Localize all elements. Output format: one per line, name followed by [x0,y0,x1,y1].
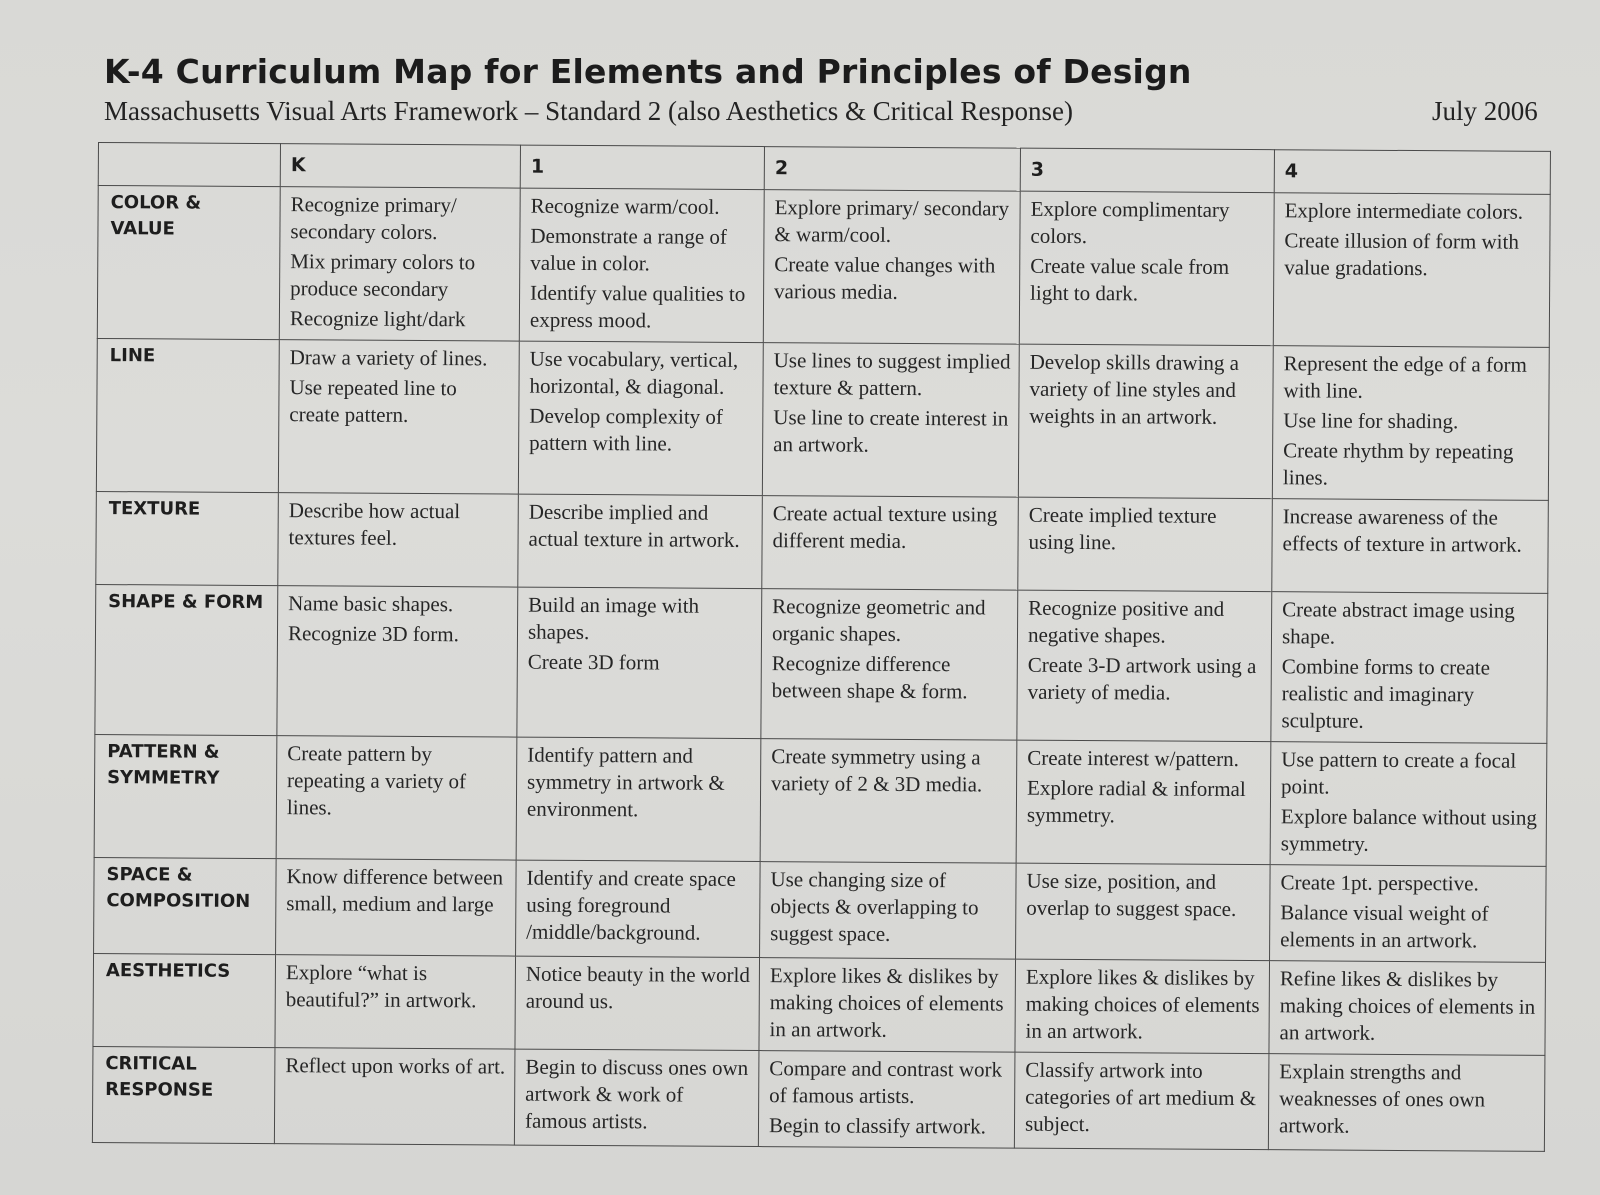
cell-objective: Describe how actual textures feel. [288,498,461,550]
cell-objective: Identify pattern and symmetry in artwork & environment. [526,742,725,822]
cell-objective: Use changing size of objects & overlapping to suggest space. [770,867,979,946]
table-cell [1016,863,1271,961]
cell-objective: Create 1pt. perspective. [1280,870,1479,896]
table-row [95,584,1548,743]
table-cell [760,739,1017,864]
cell-objective: Explore balance without using symmetry. [1280,804,1538,856]
cell-objective: Create interest w/pattern. [1027,745,1239,771]
cell-objective: Recognize 3D form. [287,621,459,647]
document-date: July 2006 [1432,96,1538,126]
cell-objective: Create value scale from light to dark. [1030,253,1230,306]
cell-objective: Identify and create space using foreground /middle/background. [526,865,736,945]
table-cell [277,586,518,737]
cell-objective: Develop skills drawing a variety of line styles and weights in an artwork. [1029,349,1240,429]
row-header-cell: LINE [96,338,279,492]
cell-objective: Recognize warm/cool. [530,193,720,219]
table-cell [518,341,763,495]
cell-objective: Name basic shapes. [288,591,454,617]
row-header-cell: SPACE & COMPOSITION [94,857,277,954]
cell-objective: Create 3D form [527,649,660,675]
cell-objective: Begin to discuss ones own artwork & work of famous artists. [524,1054,749,1134]
cell-objective: Represent the edge of a form with line. [1283,351,1527,403]
row-header-cell: AESTHETICS [93,953,276,1047]
table-cell [1270,865,1547,963]
table-cell [276,736,517,860]
table-row [96,338,1549,500]
grade-header-1: 1 [520,145,764,189]
table-cell [1018,497,1273,592]
cell-objective: Create rhythm by repeating lines. [1282,438,1514,490]
table-cell [516,860,761,957]
cell-objective: Draw a variety of lines. [289,345,488,371]
curriculum-table-body [92,186,1550,1152]
table-cell [1271,592,1548,744]
table-cell [1272,499,1549,594]
row-header-cell: PATTERN & SYMMETRY [94,734,277,858]
table-cell [276,859,517,956]
table-cell [274,1048,515,1145]
table-cell [515,956,760,1050]
cell-objective: Recognize geometric and organic shapes. [771,594,986,646]
cell-objective: Use pattern to create a focal point. [1281,747,1517,799]
cell-objective: Create actual texture using different media. [772,501,998,553]
table-cell [1273,193,1550,348]
table-cell [1269,961,1546,1056]
cell-objective: Know difference between small, medium and large [286,864,504,917]
corner-header-cell [98,143,280,187]
cell-objective: Develop complexity of pattern with line. [529,403,724,456]
table-cell [1018,344,1273,499]
cell-objective: Describe implied and actual texture in artwork. [528,499,740,552]
cell-objective: Balance visual weight of elements in an artwork. [1280,900,1489,953]
cell-objective: Explain strengths and weaknesses of ones own artwork. [1278,1059,1486,1138]
cell-objective: Explore likes & dislikes by making choices of elements in an artwork. [1025,964,1260,1044]
cell-objective: Notice beauty in the world around us. [525,961,750,1014]
table-row [94,734,1547,866]
cell-objective: Identify value qualities to express mood. [529,280,746,333]
table-cell [275,955,516,1049]
cell-objective: Create abstract image using shape. [1281,597,1515,649]
table-cell [1016,740,1271,865]
table-cell [1017,590,1272,742]
table-cell [514,1049,759,1146]
cell-objective: Recognize difference between shape & form. [771,651,968,704]
cell-objective: Use size, position, and overlap to suggest space. [1026,868,1237,921]
cell-objective: Recognize light/dark [289,306,466,332]
table-cell [1272,346,1549,501]
document-title: K-4 Curriculum Map for Elements and Principles of Design [104,52,1192,91]
row-header-cell: SHAPE & FORM [95,584,278,735]
table-row [97,186,1550,348]
cell-objective: Create illusion of form with value gradations. [1284,228,1519,281]
cell-objective: Explore primary/ secondary & warm/cool. [774,195,1010,247]
cell-objective: Combine forms to create realistic and imaginary sculpture. [1281,654,1491,733]
table-cell [279,187,520,341]
cell-objective: Explore intermediate colors. [1284,198,1524,224]
cell-objective: Explore complimentary colors. [1030,196,1230,249]
cell-objective: Create implied texture using line. [1028,502,1217,555]
row-header-cell: CRITICAL RESPONSE [92,1046,275,1143]
table-cell [1268,1054,1545,1152]
table-cell [1019,191,1274,346]
cell-objective: Begin to classify artwork. [768,1113,987,1139]
cell-objective: Increase awareness of the effects of texture in artwork. [1282,504,1522,557]
curriculum-table [92,142,1551,1152]
table-row [96,491,1549,593]
cell-objective: Create symmetry using a variety of 2 & 3D media. [771,744,983,797]
cell-objective: Create pattern by repeating a variety of lines. [286,741,467,820]
table-cell [278,340,519,494]
cell-objective: Use repeated line to create pattern. [289,375,457,427]
cell-objective: Classify artwork into categories of art medium & subject. [1024,1057,1257,1137]
cell-objective: Mix primary colors to produce secondary [290,249,476,302]
cell-objective: Create 3-D artwork using a variety of media. [1027,652,1257,705]
table-cell [763,190,1020,345]
table-cell [762,343,1019,498]
grade-header-2: 2 [764,147,1020,192]
table-cell [278,493,519,587]
table-cell [516,737,761,861]
table-cell [1270,742,1547,867]
table-cell [762,496,1019,591]
table-cell [758,1051,1015,1149]
cell-objective: Demonstrate a range of value in color. [530,223,728,276]
row-header-cell: COLOR & VALUE [97,186,280,340]
cell-objective: Use lines to suggest implied texture & pattern. [773,348,1011,401]
cell-objective: Reflect upon works of art. [285,1053,506,1079]
document-subtitle: Massachusetts Visual Arts Framework – Standard 2 (also Aesthetics & Critical Response) [104,96,1073,126]
cell-objective: Create value changes with various media. [774,252,996,304]
cell-objective: Refine likes & dislikes by making choices of elements in an artwork. [1279,966,1536,1045]
table-cell [519,188,764,342]
cell-objective: Compare and contrast work of famous artists. [769,1056,1003,1109]
table-cell [760,862,1017,960]
row-header-cell: TEXTURE [96,491,279,585]
cell-objective: Build an image with shapes. [527,592,700,645]
table-cell [759,958,1016,1053]
cell-objective: Explore “what is beautiful?” in artwork. [285,960,477,1013]
grade-header-3: 3 [1020,148,1274,193]
grade-header-4: 4 [1274,150,1550,195]
cell-objective: Recognize positive and negative shapes. [1027,595,1225,648]
table-cell [518,494,763,588]
table-row [92,1046,1545,1151]
cell-objective: Use line to create interest in an artwork. [773,405,1009,457]
table-cell [1015,959,1270,1054]
table-cell [1014,1052,1269,1150]
table-cell [517,587,762,738]
cell-objective: Recognize primary/ secondary colors. [290,192,457,245]
cell-objective: Use vocabulary, vertical, horizontal, & diagonal. [529,346,739,399]
table-row [94,857,1547,962]
grade-header-k: K [280,144,520,188]
cell-objective: Explore likes & dislikes by making choices of elements in an artwork. [769,963,1004,1042]
table-cell [761,589,1018,741]
cell-objective: Explore radial & informal symmetry. [1026,775,1246,828]
cell-objective: Use line for shading. [1283,408,1459,434]
table-row [93,953,1546,1055]
